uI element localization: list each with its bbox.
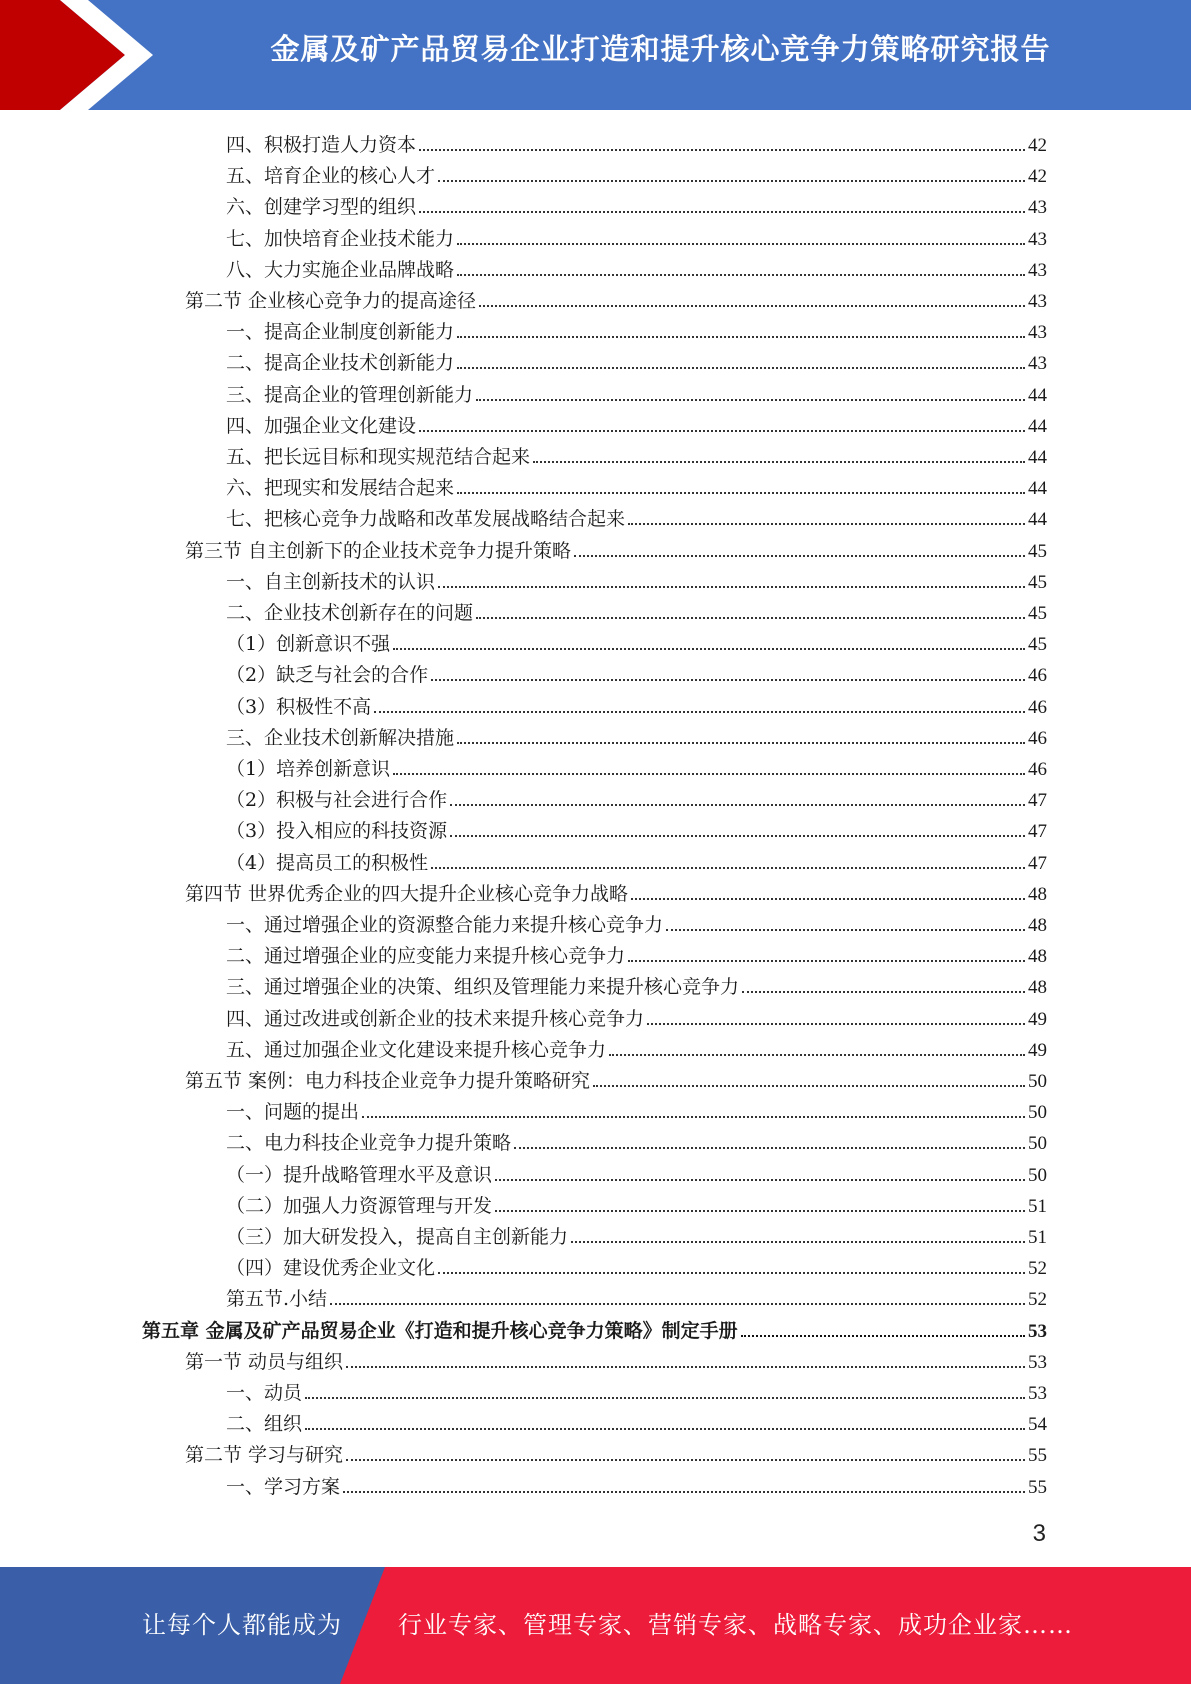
toc-entry-title: 六、把现实和发展结合起来 — [226, 477, 455, 500]
toc-entry-page: 50 — [1028, 1133, 1047, 1155]
toc-entry-title: 三、通过增强企业的决策、组织及管理能力来提升核心竞争力 — [226, 976, 740, 999]
toc-entry-page: 52 — [1028, 1289, 1047, 1311]
toc-entry-title: 二、企业技术创新存在的问题 — [226, 602, 474, 624]
toc-entry[interactable] — [226, 563, 1047, 594]
toc-dot-leader — [457, 492, 1025, 494]
toc-entry[interactable] — [226, 906, 1047, 937]
toc-entry[interactable] — [226, 1000, 1047, 1031]
toc-dot-leader — [741, 1335, 1025, 1337]
toc-entry-page: 43 — [1028, 291, 1047, 312]
toc-entry[interactable] — [226, 1468, 1047, 1499]
toc-entry-title: （三）加大研发投入，提高自主创新能力 — [226, 1226, 569, 1248]
toc-entry-title: 第三节 自主创新下的企业技术竞争力提升策略 — [185, 539, 572, 562]
toc-entry-page: 55 — [1028, 1476, 1047, 1498]
toc-dot-leader — [362, 1116, 1025, 1118]
toc-entry-title: 一、学习方案 — [226, 1475, 341, 1498]
toc-entry-title: （1）培养创新意识 — [226, 758, 391, 780]
toc-entry[interactable] — [226, 968, 1047, 999]
toc-dot-leader — [419, 211, 1025, 213]
toc-entry[interactable] — [226, 500, 1047, 531]
toc-entry-title: 四、积极打造人力资本 — [226, 134, 417, 156]
toc-entry-title: 四、加强企业文化建设 — [226, 414, 417, 437]
toc-entry-page: 46 — [1028, 727, 1047, 749]
toc-entry-page: 54 — [1028, 1414, 1047, 1436]
toc-entry-title: 七、把核心竞争力战略和改革发展战略结合起来 — [226, 508, 626, 531]
toc-entry-page: 50 — [1028, 1164, 1047, 1186]
toc-dot-leader — [628, 960, 1025, 962]
toc-dot-leader — [438, 180, 1025, 182]
toc-entry-page: 46 — [1028, 696, 1047, 718]
toc-entry-page: 43 — [1028, 322, 1047, 344]
toc-entry-title: 二、电力科技企业竞争力提升策略 — [226, 1132, 512, 1155]
toc-entry-title: 二、通过增强企业的应变能力来提升核心竞争力 — [226, 945, 626, 968]
toc-dot-leader — [609, 1054, 1025, 1056]
toc-dot-leader — [330, 1303, 1025, 1305]
toc-entry-page: 53 — [1028, 1320, 1047, 1342]
toc-entry[interactable] — [226, 344, 1047, 375]
toc-entry[interactable] — [185, 282, 1047, 313]
toc-entry-title: 七、加快培育企业技术能力 — [226, 227, 455, 250]
toc-entry[interactable] — [185, 532, 1047, 563]
toc-entry[interactable] — [185, 1062, 1047, 1093]
footer-slogan-right: 行业专家、管理专家、营销专家、战略专家、成功企业家…… — [398, 1611, 1073, 1639]
toc-entry-title: 第五章 金属及矿产品贸易企业《打造和提升核心竞争力策略》制定手册 — [142, 1319, 738, 1342]
toc-entry[interactable] — [226, 812, 1047, 843]
toc-dot-leader — [419, 149, 1025, 151]
toc-entry-title: 第二节 企业核心竞争力的提高途径 — [185, 290, 477, 312]
toc-entry-title: （3）积极性不高 — [226, 695, 372, 718]
toc-entry-title: 第四节 世界优秀企业的四大提升企业核心竞争力战略 — [185, 882, 629, 905]
toc-entry-page: 53 — [1028, 1351, 1047, 1373]
toc-dot-leader — [647, 1023, 1025, 1025]
toc-entry-title: 二、提高企业技术创新能力 — [226, 352, 455, 375]
toc-entry-page: 48 — [1028, 883, 1047, 905]
toc-entry-title: 五、培育企业的核心人才 — [226, 165, 436, 188]
footer-slogan-left: 让每个人都能成为 — [142, 1611, 342, 1639]
toc-entry-page: 45 — [1028, 603, 1047, 624]
toc-entry-title: 三、提高企业的管理创新能力 — [226, 383, 474, 406]
toc-entry-page: 43 — [1028, 228, 1047, 250]
toc-dot-leader — [495, 1210, 1025, 1212]
toc-entry-title: （一）提升战略管理水平及意识 — [226, 1163, 493, 1186]
toc-entry[interactable] — [185, 1343, 1047, 1374]
toc-entry[interactable] — [226, 688, 1047, 719]
toc-dot-leader — [419, 430, 1025, 432]
toc-entry[interactable] — [226, 937, 1047, 968]
toc-entry-page: 44 — [1028, 478, 1047, 500]
toc-entry[interactable] — [226, 157, 1047, 188]
toc-dot-leader — [346, 1366, 1025, 1368]
toc-dot-leader — [476, 399, 1025, 401]
toc-entry-page: 52 — [1028, 1258, 1047, 1280]
toc-entry[interactable] — [226, 1093, 1047, 1124]
toc-dot-leader — [574, 555, 1025, 557]
toc-dot-leader — [343, 1491, 1025, 1493]
toc-entry[interactable] — [226, 376, 1047, 407]
toc-entry[interactable] — [226, 1405, 1047, 1436]
toc-entry-page: 42 — [1028, 166, 1047, 188]
toc-entry-page: 45 — [1028, 634, 1047, 656]
toc-entry-page: 44 — [1028, 447, 1047, 468]
toc-entry-title: 第一节 动员与组织 — [185, 1350, 344, 1373]
toc-dot-leader — [666, 929, 1025, 931]
toc-entry[interactable] — [226, 844, 1047, 875]
toc-dot-leader — [431, 679, 1025, 681]
toc-dot-leader — [495, 1179, 1025, 1181]
toc-entry-page: 43 — [1028, 353, 1047, 375]
toc-entry-page: 44 — [1028, 415, 1047, 437]
toc-entry[interactable] — [226, 126, 1047, 157]
toc-entry-page: 51 — [1028, 1195, 1047, 1217]
toc-entry[interactable] — [226, 750, 1047, 781]
toc-entry-title: （1）创新意识不强 — [226, 633, 391, 656]
toc-entry[interactable] — [226, 781, 1047, 812]
toc-dot-leader — [431, 867, 1025, 869]
toc-entry-page: 51 — [1028, 1227, 1047, 1248]
toc-entry-page: 46 — [1028, 759, 1047, 780]
toc-entry[interactable] — [226, 1374, 1047, 1405]
toc-dot-leader — [742, 991, 1025, 993]
toc-dot-leader — [393, 648, 1025, 650]
toc-entry-page: 49 — [1028, 1039, 1047, 1061]
toc-entry[interactable] — [226, 438, 1047, 469]
toc-entry-title: （二）加强人力资源管理与开发 — [226, 1194, 493, 1217]
toc-dot-leader — [438, 586, 1025, 588]
toc-dot-leader — [533, 461, 1025, 463]
toc-entry[interactable] — [226, 251, 1047, 282]
toc-entry-title: 八、大力实施企业品牌战略 — [226, 258, 455, 281]
toc-entry-page: 55 — [1028, 1445, 1047, 1467]
report-title: 金属及矿产品贸易企业打造和提升核心竞争力策略研究报告 — [270, 32, 1051, 66]
toc-dot-leader — [346, 1459, 1025, 1461]
toc-entry-page: 45 — [1028, 540, 1047, 562]
toc-dot-leader — [479, 305, 1025, 307]
toc-entry-title: 三、企业技术创新解决措施 — [226, 726, 455, 749]
toc-entry-title: （2）积极与社会进行合作 — [226, 789, 448, 812]
toc-dot-leader — [628, 523, 1025, 525]
toc-entry-page: 47 — [1028, 852, 1047, 874]
toc-entry-page: 43 — [1028, 259, 1047, 281]
toc-entry[interactable] — [226, 625, 1047, 656]
toc-entry[interactable] — [185, 875, 1047, 906]
toc-dot-leader — [374, 711, 1025, 713]
toc-entry-title: 五、把长远目标和现实规范结合起来 — [226, 446, 531, 468]
toc-entry-title: 一、自主创新技术的认识 — [226, 570, 436, 593]
toc-entry[interactable] — [226, 1249, 1047, 1280]
toc-dot-leader — [457, 367, 1025, 369]
toc-entry-title: 第二节 学习与研究 — [185, 1444, 344, 1467]
toc-entry[interactable] — [226, 719, 1047, 750]
toc-dot-leader — [450, 804, 1025, 806]
toc-dot-leader — [514, 1147, 1025, 1149]
toc-entry-title: 一、通过增强企业的资源整合能力来提升核心竞争力 — [226, 914, 664, 936]
toc-entry[interactable] — [226, 1187, 1047, 1218]
toc-entry[interactable] — [226, 1124, 1047, 1155]
toc-entry-title: 一、动员 — [226, 1382, 303, 1404]
footer-banner — [0, 1567, 1191, 1684]
toc-entry-title: （2）缺乏与社会的合作 — [226, 664, 429, 687]
toc-entry-page: 48 — [1028, 977, 1047, 999]
toc-entry[interactable] — [226, 1031, 1047, 1062]
toc-entry-title: 二、组织 — [226, 1413, 303, 1436]
toc-entry[interactable] — [226, 220, 1047, 251]
toc-dot-leader — [450, 835, 1025, 837]
toc-entry-page: 48 — [1028, 946, 1047, 968]
toc-entry-page: 45 — [1028, 571, 1047, 593]
toc-entry[interactable] — [226, 594, 1047, 625]
toc-entry-title: 一、提高企业制度创新能力 — [226, 321, 455, 344]
toc-entry-page: 50 — [1028, 1071, 1047, 1092]
toc-entry-title: 第五节.小结 — [226, 1288, 328, 1311]
toc-entry-title: 四、通过改进或创新企业的技术来提升核心竞争力 — [226, 1007, 645, 1030]
toc-entry-page: 47 — [1028, 821, 1047, 843]
toc-dot-leader — [305, 1428, 1025, 1430]
toc-entry-title: 六、创建学习型的组织 — [226, 196, 417, 219]
toc-entry-title: 一、问题的提出 — [226, 1101, 360, 1124]
toc-entry-page: 49 — [1028, 1008, 1047, 1030]
toc-entry-title: 第五节 案例：电力科技企业竞争力提升策略研究 — [185, 1070, 591, 1092]
toc-dot-leader — [457, 336, 1025, 338]
toc-entry-title: （4）提高员工的积极性 — [226, 851, 429, 874]
toc-dot-leader — [571, 1241, 1025, 1243]
toc-entry[interactable] — [226, 188, 1047, 219]
toc-entry-page: 43 — [1028, 197, 1047, 219]
toc-dot-leader — [631, 898, 1025, 900]
toc-dot-leader — [438, 1272, 1025, 1274]
toc-entry-title: （3）投入相应的科技资源 — [226, 820, 448, 843]
toc-dot-leader — [476, 617, 1025, 619]
toc-dot-leader — [305, 1397, 1025, 1399]
toc-dot-leader — [457, 243, 1025, 245]
toc-entry-page: 44 — [1028, 384, 1047, 406]
toc-entry[interactable] — [142, 1312, 1047, 1343]
toc-entry[interactable] — [226, 656, 1047, 687]
toc-entry-page: 48 — [1028, 915, 1047, 936]
header-banner — [0, 0, 1191, 110]
toc-entry-page: 50 — [1028, 1102, 1047, 1124]
toc-entry-page: 46 — [1028, 665, 1047, 687]
table-of-contents — [0, 126, 1191, 1506]
toc-entry-page: 53 — [1028, 1383, 1047, 1404]
toc-entry-page: 42 — [1028, 135, 1047, 156]
toc-entry[interactable] — [226, 407, 1047, 438]
toc-entry-title: （四）建设优秀企业文化 — [226, 1257, 436, 1280]
toc-entry-title: 五、通过加强企业文化建设来提升核心竞争力 — [226, 1038, 607, 1061]
toc-entry-page: 47 — [1028, 790, 1047, 812]
toc-entry[interactable] — [226, 313, 1047, 344]
toc-entry[interactable] — [226, 469, 1047, 500]
toc-dot-leader — [393, 773, 1025, 775]
toc-entry-page: 44 — [1028, 509, 1047, 531]
toc-entry[interactable] — [226, 1218, 1047, 1249]
toc-entry[interactable] — [226, 1280, 1047, 1311]
toc-entry[interactable] — [185, 1436, 1047, 1467]
toc-dot-leader — [593, 1085, 1025, 1087]
toc-dot-leader — [457, 274, 1025, 276]
toc-dot-leader — [457, 742, 1025, 744]
toc-entry[interactable] — [226, 1156, 1047, 1187]
page-number: 3 — [1032, 1520, 1046, 1547]
